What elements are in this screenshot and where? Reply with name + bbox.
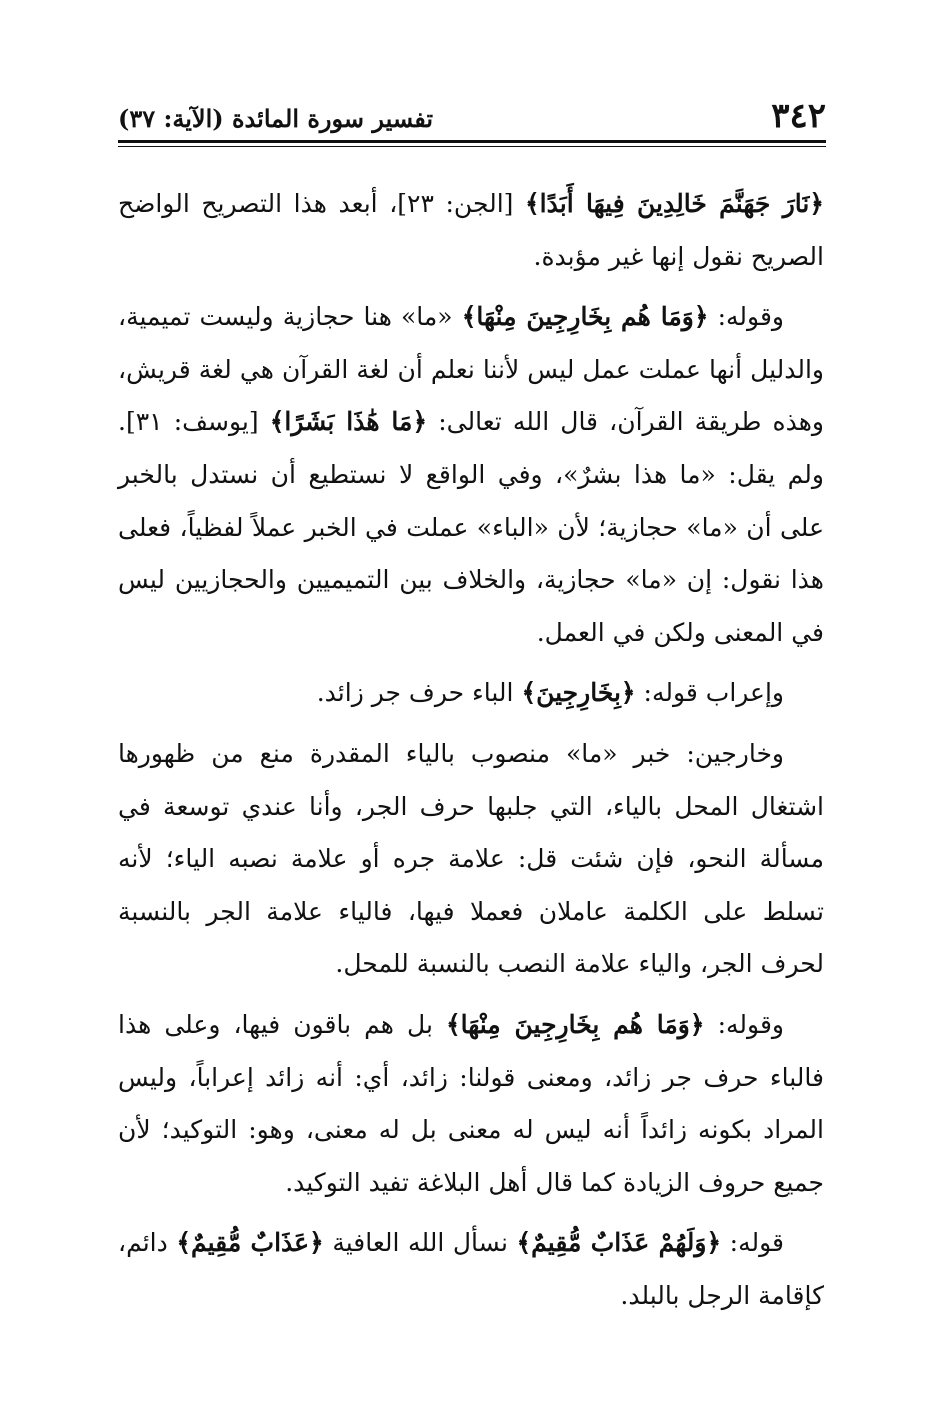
page-number: ٣٤٢: [771, 96, 826, 136]
paragraph-text: وقوله:: [704, 1009, 784, 1039]
quran-quote: ﴿وَلَهُمْ عَذَابٌ مُّقِيمٌ﴾: [516, 1228, 722, 1258]
paragraph-text: [يوسف: ٣١]. ولم يقل: «ما هذا بشرٌ»، وفي الواقع لا نستطيع أن نستدل بالخبر على أن «ما» حجازية؛ لأن «الباء» عملت في الخبر عملاً لفظياً، فعلى هذا نقول: إن «ما» حجازية، والخلاف بين التميميين والحجازيين ليس في المعنى ولكن في العمل.: [118, 407, 824, 647]
quran-quote: ﴿وَمَا هُم بِخَارِجِينَ مِنْهَا﴾: [461, 302, 709, 332]
paragraph-text: نسأل الله العافية: [323, 1228, 517, 1258]
paragraph: [118, 999, 824, 1209]
paragraph-text: بل هم باقون فيها، وعلى هذا فالباء حرف جر زائد، ومعنى قولنا: زائد، أي: أنه زائد إعراباً، وليس المراد بكونه زائداً أنه ليس له معنى بل له معنى، وهو: التوكيد؛ لأن جميع حروف الزيادة كما قال أهل البلاغة تفيد التوكيد.: [118, 1009, 824, 1197]
paragraph-text: الباء حرف جر زائد.: [316, 678, 522, 708]
running-title: تفسير سورة المائدة (الآية: ٣٧): [118, 104, 434, 133]
quran-quote: ﴿نَارَ جَهَنَّمَ خَالِدِينَ فِيهَا أَبَدًا﴾: [525, 189, 824, 218]
paragraph-text: وإعراب قوله:: [635, 678, 784, 708]
paragraph: [118, 667, 824, 720]
paragraph: [118, 291, 824, 659]
quran-quote: ﴿وَمَا هُم بِخَارِجِينَ مِنْهَا﴾: [445, 1009, 705, 1039]
header-rule-thick: [118, 140, 826, 143]
paragraph-text: «ما» هنا حجازية وليست تميمية، والدليل أنها عملت عمل ليس لأننا نعلم أن لغة القرآن هي لغة قريش، وهذه طريقة القرآن، قال الله تعالى:: [118, 302, 824, 437]
paragraph: [118, 178, 824, 283]
paragraph: [118, 728, 824, 991]
paragraph: [118, 1217, 824, 1322]
paragraph-text: دائم، كإقامة الرجل بالبلد.: [118, 1228, 824, 1310]
quran-quote: ﴿عَذَابٌ مُّقِيمٌ﴾: [176, 1228, 324, 1258]
page-body: [118, 178, 824, 1330]
page-header: [118, 96, 826, 140]
paragraph-text: وقوله:: [708, 302, 784, 332]
quran-quote: ﴿بِخَارِجِينَ﴾: [521, 678, 636, 708]
paragraph-text: وخارجين: خبر «ما» منصوب بالياء المقدرة منع من ظهورها اشتغال المحل بالياء، التي جلبها حرف الجر، وأنا عندي توسعة في مسألة النحو، فإن شئت قل: علامة جره أو علامة نصبه الياء؛ لأنه تسلط على الكلمة عاملان فعملا فيها، فالياء علامة الجر بالنسبة لحرف الجر، والياء علامة النصب بالنسبة للمحل.: [118, 738, 824, 979]
paragraph-text: قوله:: [721, 1228, 784, 1258]
header-rule-thin: [118, 146, 826, 147]
quran-quote: ﴿مَا هَٰذَا بَشَرًا﴾: [269, 407, 428, 437]
paragraph-text: [الجن: ٢٣]، أبعد هذا التصريح الواضح الصريح نقول إنها غير مؤبدة.: [118, 189, 824, 271]
